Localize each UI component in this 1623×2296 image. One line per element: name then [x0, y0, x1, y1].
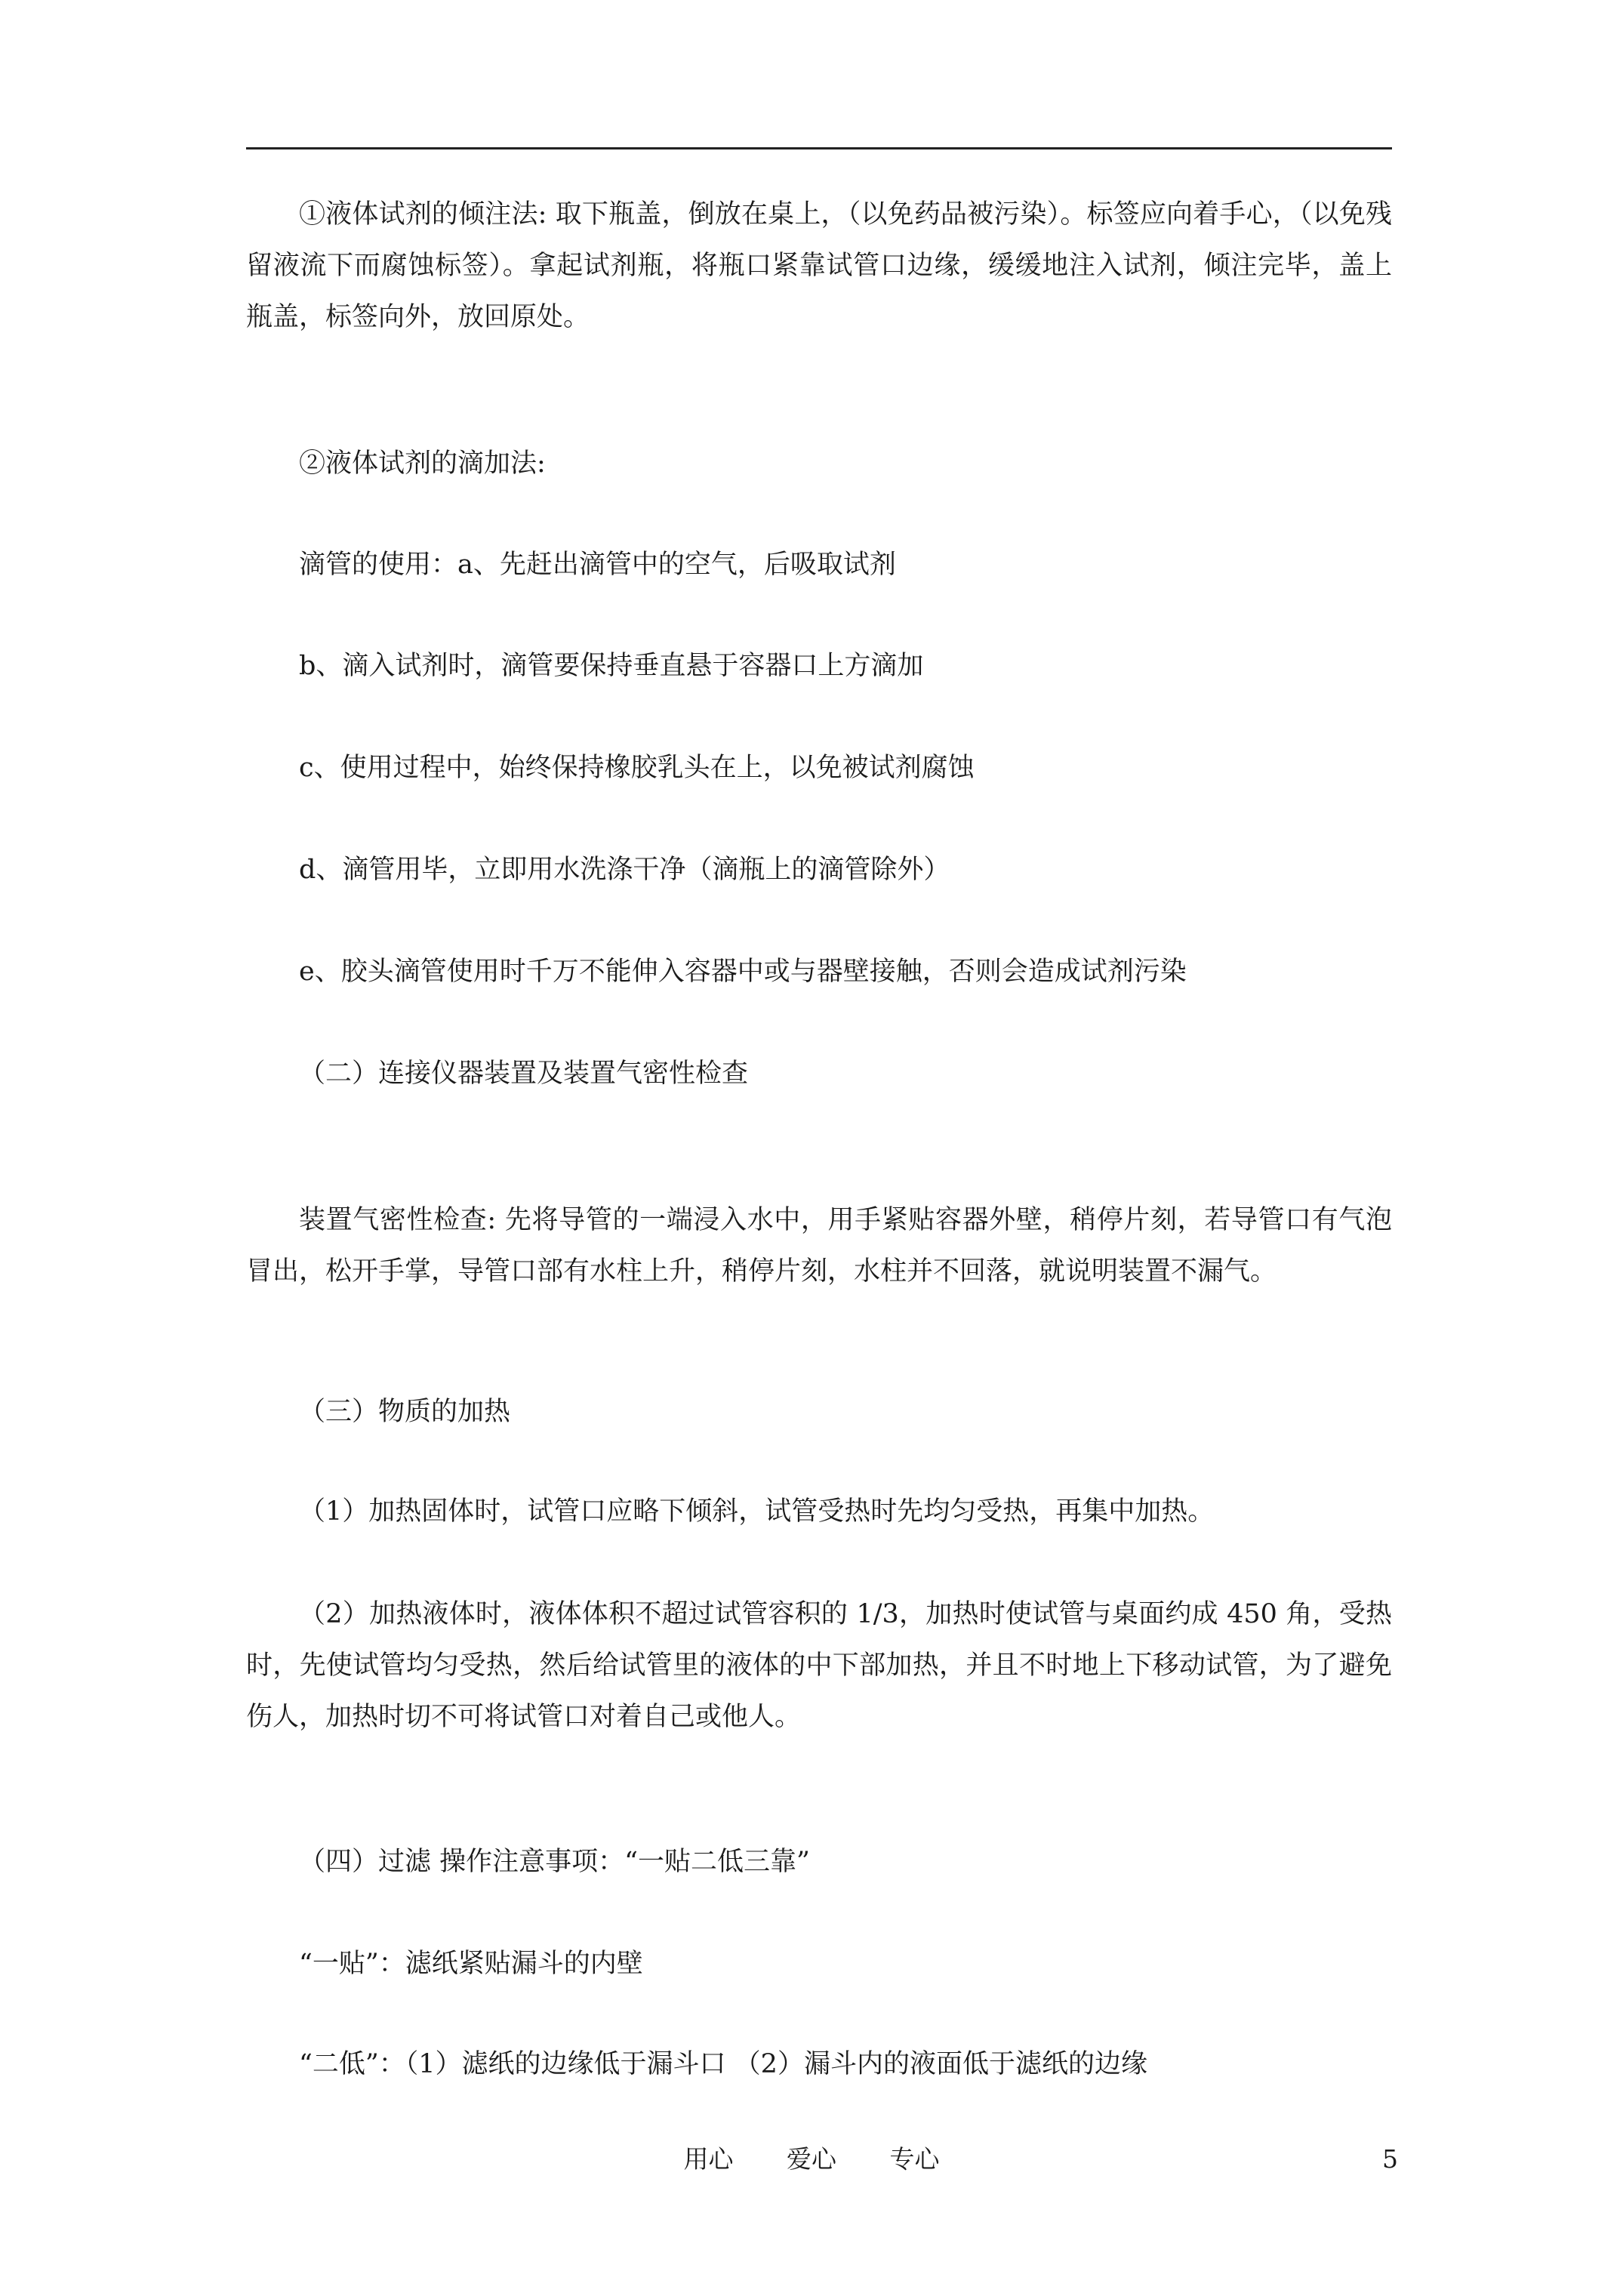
paragraph-dropper-a: 滴管的使用：a、先赶出滴管中的空气，后吸取试剂 [299, 550, 896, 580]
paragraph-liquid-dropping-heading: ②液体试剂的滴加法: [299, 448, 546, 479]
section-heading-heating: （三）物质的加热 [299, 1397, 511, 1427]
paragraph-airtightness-check: 装置气密性检查: 先将导管的一端浸入水中，用手紧贴容器外壁，稍停片刻，若导管口有气泡冒出，松开手掌，导管口部有水柱上升，稍停片刻，水柱并不回落，就说明装置不漏气。 [246, 1205, 1392, 1287]
paragraph-dropper-e: e、胶头滴管使用时千万不能伸入容器中或与器壁接触，否则会造成试剂污染 [299, 957, 1187, 987]
paragraph-heating-solid: （1）加热固体时，试管口应略下倾斜，试管受热时先均匀受热，再集中加热。 [299, 1496, 1215, 1527]
paragraph-liquid-pouring: ①液体试剂的倾注法: 取下瓶盖，倒放在桌上，（以免药品被污染）。标签应向着手心，（以免残留液流下而腐蚀标签）。拿起试剂瓶，将瓶口紧靠试管口边缘，缓缓地注入试剂，倾注完毕，盖上瓶盖，标签向外，放回原处。 [246, 199, 1392, 332]
paragraph-filtration-two-low: “二低”：（1）滤纸的边缘低于漏斗口 （2）漏斗内的液面低于滤纸的边缘 [299, 2049, 1147, 2079]
paragraph-heating-liquid: （2）加热液体时，液体体积不超过试管容积的 1/3，加热时使试管与桌面约成 450 角，受热时，先使试管均匀受热，然后给试管里的液体的中下部加热，并且不时地上下移动试管，为了避免伤人，加热时切不可将试管口对着自己或他人。 [246, 1599, 1392, 1732]
header-rule [246, 147, 1392, 149]
paragraph-filtration-one-stick: “一贴”：滤纸紧贴漏斗的内壁 [299, 1949, 643, 1979]
paragraph-dropper-b: b、滴入试剂时，滴管要保持垂直悬于容器口上方滴加 [299, 651, 924, 681]
footer-motto-3: 专心 [889, 2144, 940, 2174]
footer-motto-1: 用心 [683, 2144, 734, 2174]
section-heading-filtration: （四）过滤 操作注意事项：“一贴二低三靠” [299, 1847, 810, 1877]
footer-motto-2: 爱心 [787, 2144, 836, 2174]
paragraph-dropper-c: c、使用过程中，始终保持橡胶乳头在上，以免被试剂腐蚀 [299, 753, 975, 783]
paragraph-dropper-d: d、滴管用毕，立即用水洗涤干净（滴瓶上的滴管除外） [299, 855, 950, 885]
section-heading-apparatus: （二）连接仪器装置及装置气密性检查 [299, 1059, 749, 1089]
page-number: 5 [1382, 2144, 1398, 2174]
